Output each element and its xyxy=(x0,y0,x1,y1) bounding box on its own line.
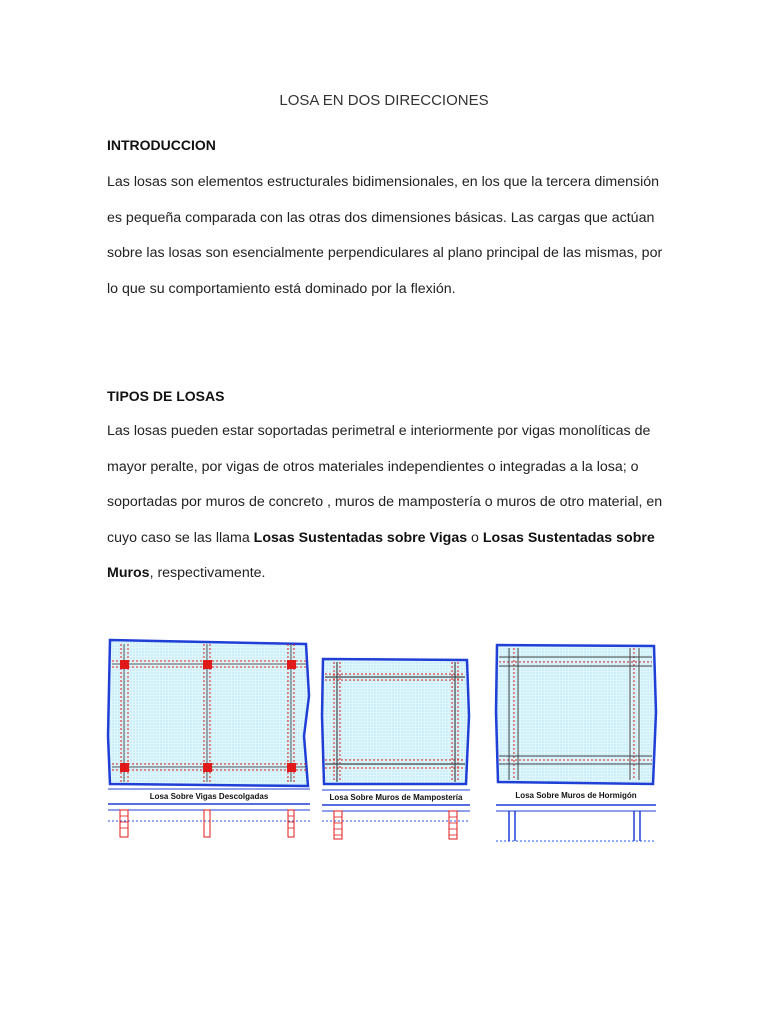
figure-mamposteria-drawing xyxy=(320,656,472,842)
tipos-text: Las losas pueden estar soportadas perimetral e interiormente por vigas monolíticas de mayor peralte, por vigas de otros materiales independientes o integradas a la losa; o soportadas por muros de concreto , muros de mampostería o muros de otro material, en cuyo caso se las llama xyxy=(107,423,663,546)
document-title: LOSA EN DOS DIRECCIONES xyxy=(279,92,489,109)
figure-vigas-descolgadas xyxy=(106,636,312,842)
figure-muros-mamposteria xyxy=(320,656,472,842)
tipos-end: , respectivamente. xyxy=(149,565,266,581)
figure-hormigon-drawing xyxy=(494,642,660,846)
tipos-bold-muros: Losas Sustentadas sobre Muros xyxy=(107,529,655,581)
section-heading-tipos: TIPOS DE LOSAS xyxy=(107,388,225,404)
figure-caption-1: Losa Sobre Vigas Descolgadas xyxy=(149,792,269,801)
intro-paragraph: Las losas son elementos estructurales bidimensionales, en los que la tercera dimensión es pequeña comparada con las otras dos dimensiones básicas. Las cargas que actúan sobre las losas son esencialmente perpendiculares al plano principal de las mismas, por lo que su comportamiento está dominado por la flexión. xyxy=(107,174,663,297)
slab-outline-2 xyxy=(322,659,469,784)
figure-caption-3: Losa Sobre Muros de Hormigón xyxy=(515,791,637,800)
tipos-connector: o xyxy=(467,529,483,546)
section-heading-intro: INTRODUCCION xyxy=(107,137,216,153)
tipos-bold-vigas: Losas Sustentadas sobre Vigas xyxy=(253,529,468,546)
figure-muros-hormigon xyxy=(494,642,660,846)
figure-caption-2: Losa Sobre Muros de Mampostería xyxy=(329,793,463,802)
figure-vigas-drawing xyxy=(106,636,312,842)
tipos-paragraph xyxy=(107,414,667,592)
